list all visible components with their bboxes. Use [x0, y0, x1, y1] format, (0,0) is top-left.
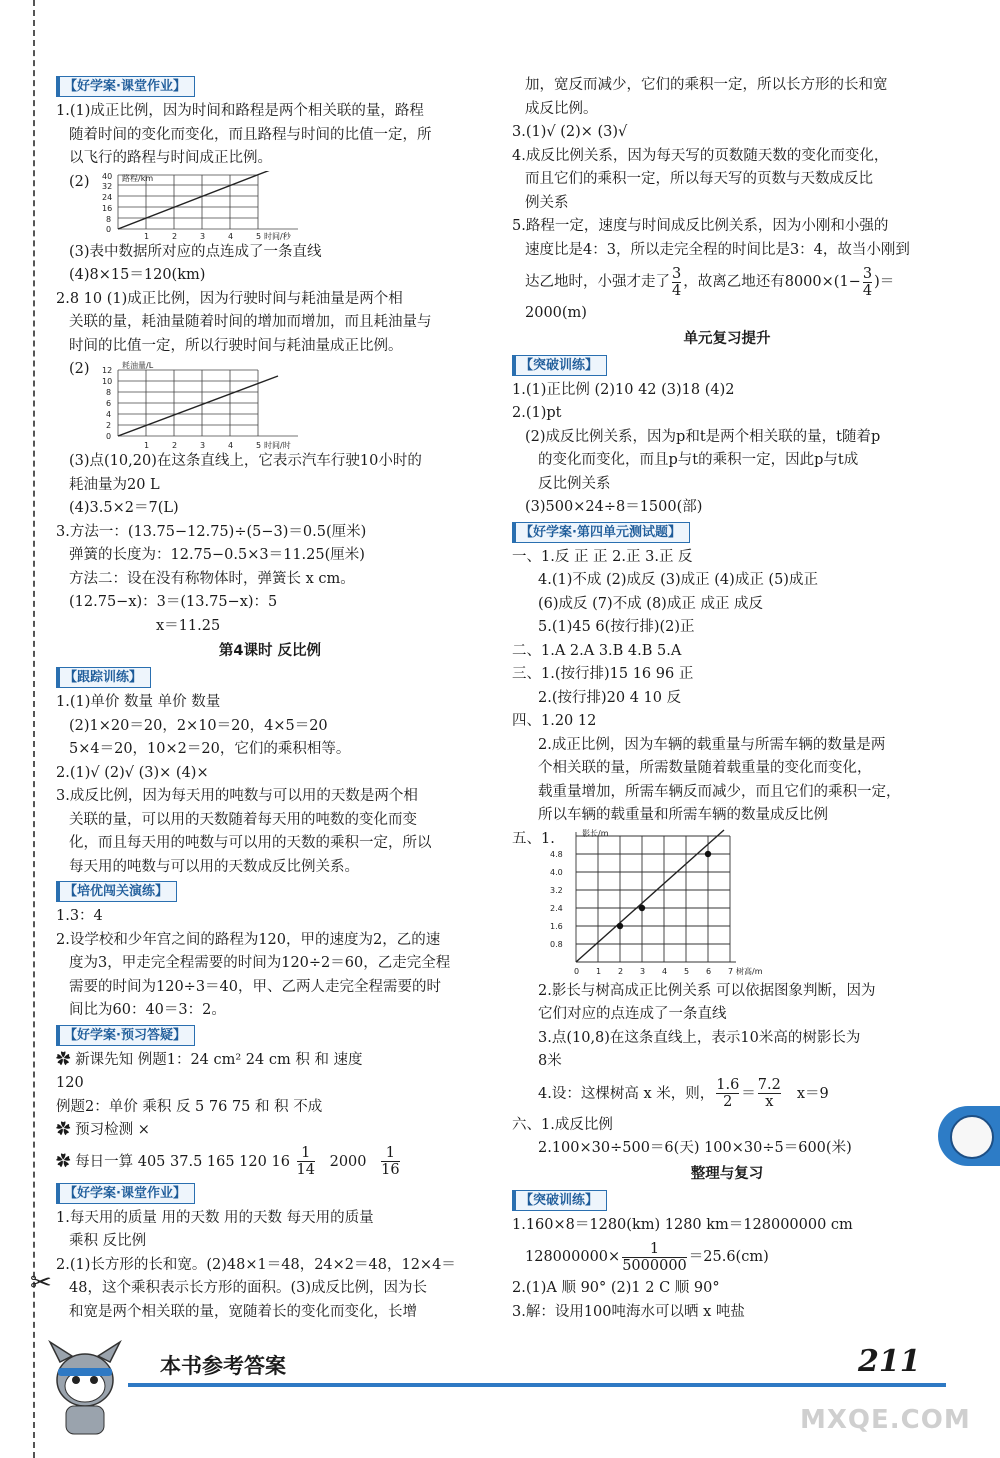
- x-tick-labels: [574, 967, 733, 976]
- answer-line: 2.(1)pt: [512, 405, 562, 421]
- svg-text:6: 6: [706, 966, 712, 976]
- svg-text:1: 1: [144, 441, 150, 450]
- answer-line: 8米: [538, 1053, 562, 1069]
- svg-text:4: 4: [228, 231, 234, 241]
- answer-line: 4.(1)不成 (2)成反 (3)成正 (4)成正 (5)成正: [538, 572, 818, 588]
- section-tag: 【好学案·第四单元测试题】: [512, 522, 690, 543]
- answer-line: ✿ 预习检测 ×: [56, 1122, 150, 1138]
- answer-line: 3.(1)√ (2)× (3)√: [512, 124, 628, 140]
- answer-line: 个相关联的量，所需数量随着载重量的变化而变化，: [538, 760, 872, 776]
- cut-line: [33, 0, 35, 1458]
- svg-text:2: 2: [172, 441, 178, 450]
- fraction: $\frac{1}{14}$: [296, 1145, 315, 1178]
- x-axis-label: 时间/时: [264, 441, 291, 450]
- section-tag: 【培优闯关演练】: [56, 881, 177, 902]
- graph-label: (2): [69, 361, 90, 377]
- y-tick-labels: [102, 366, 112, 441]
- answer-line: 120: [56, 1075, 84, 1091]
- y-axis-label: 影长/m: [582, 828, 609, 838]
- answer-line: 5.路程一定，速度与时间成反比例关系，因为小刚和小强的: [512, 218, 889, 234]
- answer-line: 1.3：4: [56, 908, 103, 924]
- svg-text:1.6: 1.6: [550, 921, 563, 931]
- answer-line: 加，宽反而减少，它们的乘积一定，所以长方形的长和宽: [525, 77, 888, 93]
- answer-line: 2000(m): [525, 305, 587, 321]
- svg-text:5: 5: [256, 231, 262, 241]
- answer-line: 速度比是4：3，所以走完全程的时间比是3：4，故当小刚到: [525, 241, 910, 258]
- answer-line: 时间的比值一定，所以行驶时间与耗油量成正比例。: [69, 337, 403, 354]
- y-axis-label: 耗油量/L: [122, 361, 154, 370]
- answer-line: 六、1.成反比例: [512, 1116, 613, 1133]
- graph-shadow-height: [512, 828, 942, 980]
- svg-text:5: 5: [684, 966, 690, 976]
- svg-text:3.2: 3.2: [550, 885, 563, 895]
- svg-text:1: 1: [596, 966, 602, 976]
- svg-text:2.4: 2.4: [550, 903, 563, 913]
- answer-line: x＝11.25: [156, 617, 221, 634]
- answer-line: 5.(1)45 6(按行排)(2)正: [538, 619, 695, 635]
- answer-line: 2.(1)长方形的长和宽。(2)48×1＝48，24×2＝48，12×4＝: [56, 1256, 456, 1273]
- svg-text:2: 2: [106, 421, 112, 430]
- review-title: 整理与复习: [690, 1165, 764, 1182]
- svg-text:0: 0: [574, 966, 580, 976]
- data-point: [639, 904, 645, 910]
- left-column: [56, 74, 484, 1324]
- svg-text:40: 40: [102, 171, 113, 181]
- svg-text:24: 24: [102, 192, 113, 202]
- fraction: $\frac{3}{4}$: [672, 265, 682, 299]
- answer-line: (4)8×15＝120(km): [69, 267, 206, 283]
- mascot-icon: [40, 1340, 130, 1438]
- svg-text:4.8: 4.8: [550, 849, 563, 859]
- x-axis-label: 时间/秒: [264, 231, 291, 241]
- answer-line: 2.8 10 (1)成正比例，因为行驶时间与耗油量是两个相: [56, 290, 403, 307]
- svg-text:12: 12: [102, 366, 113, 375]
- svg-text:8: 8: [106, 214, 112, 224]
- answer-line: (2)成反比例关系，因为p和t是两个相关联的量，t随着p: [525, 428, 881, 445]
- fraction: $\frac{3}{4}$: [862, 265, 873, 299]
- shadow-height-chart: [546, 828, 776, 978]
- svg-text:3: 3: [640, 966, 646, 976]
- answer-line: 而且它们的乘积一定，所以每天写的页数与天数成反比: [525, 171, 873, 187]
- answer-line: 反比例关系: [538, 475, 611, 492]
- answer-line: 4.成反比例关系，因为每天写的页数随天数的变化而变化，: [512, 147, 889, 164]
- section-tag: 【跟踪训练】: [56, 667, 151, 688]
- watermark: MXQE.COM: [800, 1405, 971, 1435]
- daily-calc-text: ✿ 每日一算 405 37.5 165 120 16: [56, 1153, 290, 1170]
- graph-label: 五、1.: [512, 830, 555, 847]
- answer-line: 乘积 反比例: [69, 1233, 147, 1249]
- svg-text:7: 7: [728, 966, 734, 976]
- svg-text:4: 4: [106, 410, 112, 419]
- side-tab: [938, 1106, 1000, 1166]
- answer-line: 2.设学校和少年宫之间的路程为120，甲的速度为2，乙的速: [56, 931, 441, 948]
- answer-line: 所以车辆的载重量和所需车辆的数量成反比例: [538, 807, 828, 823]
- answer-line: 2.(1)√ (2)√ (3)× (4)×: [56, 764, 209, 781]
- daily-calc-value: 2000: [329, 1153, 367, 1170]
- answer-line: 3.解：设用100吨海水可以晒 x 吨盐: [512, 1303, 745, 1320]
- answer-line: 1.(1)成正比例，因为时间和路程是两个相关联的量，路程: [56, 103, 424, 119]
- svg-text:0.8: 0.8: [550, 939, 563, 949]
- section-tag: 【好学案·课堂作业】: [56, 1183, 195, 1204]
- answer-line: 一、1.反 正 正 2.正 3.正 反: [512, 548, 693, 565]
- answer-line: 1.160×8＝1280(km) 1280 km＝128000000 cm: [512, 1216, 853, 1233]
- answer-line: 2.影长与树高成正比例关系 可以依据图象判断，因为: [538, 982, 876, 999]
- answer-line: 的变化而变化，而且p与t的乘积一定，因此p与t成: [538, 452, 859, 468]
- y-tick-labels: [550, 850, 563, 949]
- section-tag: 【突破训练】: [512, 1190, 607, 1211]
- right-column: [512, 74, 942, 1324]
- scissors-icon: ✂: [30, 1268, 52, 1298]
- x-tick-labels: [144, 232, 261, 241]
- svg-text:0: 0: [106, 224, 112, 234]
- answer-line: 2.成正比例，因为车辆的载重量与所需车辆的数量是两: [538, 736, 886, 753]
- answer-line: (4)3.5×2＝7(L): [69, 500, 179, 516]
- answer-line: 3.方法一：(13.75−12.75)÷(5−3)＝0.5(厘米): [56, 523, 367, 540]
- answer-line: 2.(按行排)20 4 10 反: [538, 689, 682, 706]
- page-number: 211: [858, 1344, 921, 1379]
- answer-line: (12.75−x)：3＝(13.75−x)：5: [69, 594, 278, 610]
- answer-line: 载重量增加，所需车辆反而减少，而且它们的乘积一定，: [538, 783, 901, 800]
- graph-label: (2): [69, 173, 90, 190]
- graph-fuel-time: [56, 358, 484, 450]
- svg-text:4.0: 4.0: [550, 867, 563, 877]
- answer-line: 成反比例。: [525, 100, 598, 117]
- x-tick-labels: [144, 441, 261, 450]
- answer-line: 达乙地时，小强才走了 $\frac{3}{4}$ ，故离乙地还有8000×(1− $\frac{3}{4}$ )＝: [525, 265, 895, 299]
- answer-line: 48，这个乘积表示长方形的面积。(3)成反比例，因为长: [69, 1280, 427, 1296]
- section-tag: 【好学案·课堂作业】: [56, 76, 195, 97]
- data-point: [617, 922, 623, 928]
- svg-text:1: 1: [144, 231, 150, 241]
- answer-line: (3)点(10,20)在这条直线上，它表示汽车行驶10小时的: [69, 453, 422, 469]
- answer-line: 1.(1)单价 数量 单价 数量: [56, 694, 221, 710]
- answer-line: 例题2：单价 乘积 反 5 76 75 和 积 不成: [56, 1098, 323, 1115]
- answer-line: 弹簧的长度为：12.75−0.5×3＝11.25(厘米): [69, 547, 365, 563]
- answer-line: 4.设：这棵树高 x 米，则， $\frac{1.6}{2}$ ＝ $\frac{7.2}{x}$ x＝9: [538, 1077, 829, 1110]
- answer-line: (6)成反 (7)不成 (8)成正 成正 成反: [538, 595, 764, 612]
- answer-line: 需要的时间为120÷3＝40，甲、乙两人走完全程需要的时: [69, 978, 441, 995]
- answer-line: 1.(1)正比例 (2)10 42 (3)18 (4)2: [512, 381, 735, 398]
- svg-text:32: 32: [102, 181, 113, 191]
- svg-text:2: 2: [172, 231, 178, 241]
- footer-title: 本书参考答案: [160, 1354, 286, 1378]
- fuel-time-chart: [98, 360, 338, 452]
- answer-line: (3)表中数据所对应的点连成了一条直线: [69, 243, 322, 260]
- answer-line: 耗油量为20 L: [69, 476, 160, 493]
- answer-line: 随着时间的变化而变化，而且路程与时间的比值一定，所: [69, 126, 432, 143]
- svg-text:10: 10: [102, 377, 113, 386]
- answer-line: 方法二：设在没有称物体时，弹簧长 x cm。: [69, 570, 355, 587]
- answer-line: 以飞行的路程与时间成正比例。: [69, 150, 272, 166]
- answer-line: 关联的量，耗油量随着时间的增加而增加，而且耗油量与: [69, 314, 432, 330]
- answer-line: 1.每天用的质量 用的天数 用的天数 每天用的质量: [56, 1209, 374, 1226]
- svg-text:8: 8: [106, 388, 112, 397]
- svg-text:0: 0: [106, 432, 112, 441]
- answer-line: 每天用的吨数与可以用的天数成反比例关系。: [69, 858, 359, 875]
- answer-line: 2.100×30÷500＝6(天) 100×30÷5＝600(米): [538, 1140, 852, 1156]
- svg-text:4: 4: [228, 441, 234, 450]
- answer-line: 度为3，甲走完全程需要的时间为120÷2＝60，乙走完全程: [69, 955, 451, 971]
- lesson-title: 第4课时 反比例: [218, 643, 322, 659]
- svg-text:5: 5: [256, 441, 262, 450]
- fraction: $\frac{7.2}{x}$: [757, 1077, 781, 1110]
- data-point: [705, 850, 711, 856]
- svg-text:16: 16: [102, 203, 113, 213]
- answer-line: 二、1.A 2.A 3.B 4.B 5.A: [512, 642, 682, 659]
- answer-line: 化，而且每天用的吨数与可以用的天数的乘积一定，所以: [69, 835, 432, 851]
- fraction: $\frac{1.6}{2}$: [716, 1077, 740, 1110]
- answer-line: 关联的量，可以用的天数随着每天用的吨数的变化而变: [69, 811, 417, 828]
- svg-text:3: 3: [200, 231, 206, 241]
- distance-time-chart: [98, 171, 328, 241]
- fraction: $\frac{1}{5000000}$: [622, 1240, 687, 1274]
- section-tag: 【好学案·预习答疑】: [56, 1025, 195, 1046]
- svg-text:3: 3: [200, 441, 206, 450]
- answer-line: 三、1.(按行排)15 16 96 正: [512, 666, 694, 682]
- answer-line: 3.点(10,8)在这条直线上，表示10米高的树影长为: [538, 1029, 861, 1046]
- fraction: $\frac{1}{16}$: [381, 1145, 400, 1178]
- answer-line: [56, 1143, 484, 1181]
- section-tag: 【突破训练】: [512, 355, 607, 376]
- unit-title: 单元复习提升: [683, 330, 771, 347]
- svg-text:6: 6: [106, 399, 112, 408]
- svg-text:2: 2: [618, 966, 624, 976]
- answer-line: 和宽是两个相关联的量，宽随着长的变化而变化，长增: [69, 1303, 417, 1320]
- footer-bar: [128, 1383, 946, 1387]
- answer-line: (2)1×20＝20，2×10＝20，4×5＝20: [69, 717, 328, 734]
- answer-line: 3.成反比例，因为每天用的吨数与可以用的天数是两个相: [56, 788, 418, 804]
- svg-text:4: 4: [662, 966, 668, 976]
- answer-line: 四、1.20 12: [512, 713, 597, 729]
- graph-distance-time: [56, 171, 484, 241]
- answer-line: 2.(1)A 顺 90° (2)1 2 C 顺 90°: [512, 1280, 720, 1296]
- y-tick-labels: [102, 172, 112, 234]
- answer-line: 128000000× $\frac{1}{5000000}$ ＝25.6(cm): [525, 1240, 769, 1274]
- answer-line: 间比为60：40＝3：2。: [69, 1002, 226, 1018]
- answer-line: 例关系: [525, 194, 569, 211]
- answer-line: (3)500×24÷8＝1500(部): [525, 499, 703, 515]
- x-axis-label: 树高/m: [736, 966, 763, 976]
- answer-line: 它们对应的点连成了一条直线: [538, 1006, 727, 1022]
- answer-line: ✿ 新课先知 例题1：24 cm² 24 cm 积 和 速度: [56, 1051, 363, 1068]
- y-axis-label: 路程/km: [122, 173, 154, 183]
- answer-line: 5×4＝20，10×2＝20，它们的乘积相等。: [69, 741, 351, 757]
- mascot-face-icon: [950, 1115, 994, 1159]
